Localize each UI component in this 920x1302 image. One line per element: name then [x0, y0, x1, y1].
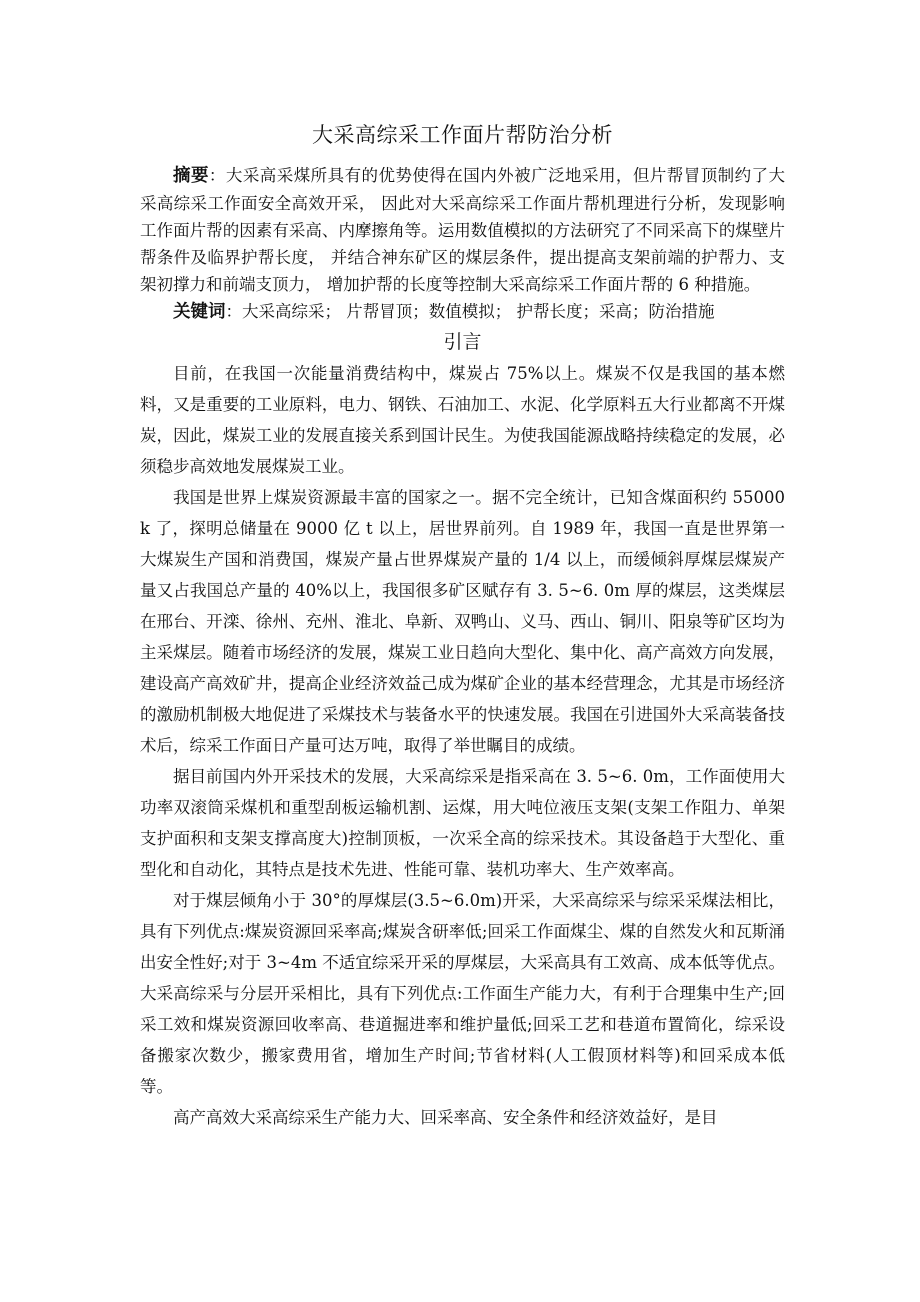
body-paragraph-5: 高产高效大采高综采生产能力大、回采率高、安全条件和经济效益好，是目 [173, 1108, 718, 1127]
body-paragraph-3: 据目前国内外开采技术的发展，大采高综采是指采高在 3. 5~6. 0m，工作面使用大功率双滚筒采煤机和重型刮板运输机割、运煤，用大吨位液压支架(支架工作阻力、单架支护面积和支架支撑高度大)控制顶板，一次采全高的综采技术。其设备趋于大型化、重型化和自动化，其特点是技术先进、性能可靠、装机功率大、生产效率高。 [140, 767, 785, 879]
body-paragraph-2: 我国是世界上煤炭资源最丰富的国家之一。据不完全统计，已知含煤面积约 55000k 了，探明总储量在 9000 亿 t 以上，居世界前列。自 1989 年，我国一直是世界第一大煤炭生产国和消费国，煤炭产量占世界煤炭产量的 1/4 以上，而缓倾斜厚煤层煤炭产量又占我国总产量的 40%以上，我国很多矿区赋存有 3. 5~6. 0m 厚的煤层，这类煤层在邢台、开滦、徐州、充州、淮北、阜新、双鸭山、义马、西山、铜川、阳泉等矿区均为主采煤层。随着市场经济的发展，煤炭工业日趋向大型化、集中化、高产高效方向发展，建设高产高效矿井，提高企业经济效益己成为煤矿企业的基本经营理念，尤其是市场经济的激励机制极大地促进了采煤技术与装备水平的快速发展。我国在引进国外大采高装备技术后，综采工作面日产量可达万吨，取得了举世瞩目的成绩。 [140, 488, 785, 755]
keywords-paragraph [140, 298, 785, 326]
keywords-label: 关键词 [173, 302, 226, 322]
document-page [140, 118, 785, 1133]
keywords-text: 大采高综采； 片帮冒顶；数值模拟； 护帮长度；采高；防治措施 [242, 302, 715, 321]
abstract-separator: ： [208, 166, 226, 185]
intro-heading: 引言 [443, 331, 482, 353]
body-paragraph-4: 对于煤层倾角小于 30°的厚煤层(3.5~6.0m)开采，大采高综采与综采采煤法相比，具有下列优点:煤炭资源回采率高;煤炭含研率低;回采工作面煤尘、煤的自然发火和瓦斯涌出安全性好;对于 3~4m 不适宜综采开采的厚煤层，大采高具有工效高、成本低等优点。大采高综采与分层开采相比，具有下列优点:工作面生产能力大，有利于合理集中生产;回采工效和煤炭资源回收率高、巷道掘进率和维护量低;回采工艺和巷道布置简化，综采设备搬家次数少，搬家费用省，增加生产时间;节省材料(人工假顶材料等)和回采成本低等。 [140, 891, 785, 1096]
abstract-text: 大采高采煤所具有的优势使得在国内外被广泛地采用，但片帮冒顶制约了大采高综采工作面安全高效开采， 因此对大采高综采工作面片帮机理进行分析，发现影响工作面片帮的因素有采高、内摩擦角等。运用数值模拟的方法研究了不同采高下的煤壁片帮条件及临界护帮长度， 并结合神东矿区的煤层条件，提出提高支架前端的护帮力、支架初撑力和前端支顶力， 增加护帮的长度等控制大采高综采工作面片帮的 6 种措施。 [140, 166, 786, 294]
abstract-paragraph [140, 162, 785, 298]
document-title: 大采高综采工作面片帮防治分析 [312, 123, 613, 147]
body-paragraph-1: 目前，在我国一次能量消费结构中，煤炭占 75%以上。煤炭不仅是我国的基本燃料，又是重要的工业原料，电力、钢铁、石油加工、水泥、化学原料五大行业都离不开煤炭，因此，煤炭工业的发展直接关系到国计民生。为使我国能源战略持续稳定的发展，必须稳步高效地发展煤炭工业。 [140, 364, 785, 476]
keywords-separator: ： [225, 302, 242, 321]
abstract-label: 摘要 [173, 166, 209, 186]
